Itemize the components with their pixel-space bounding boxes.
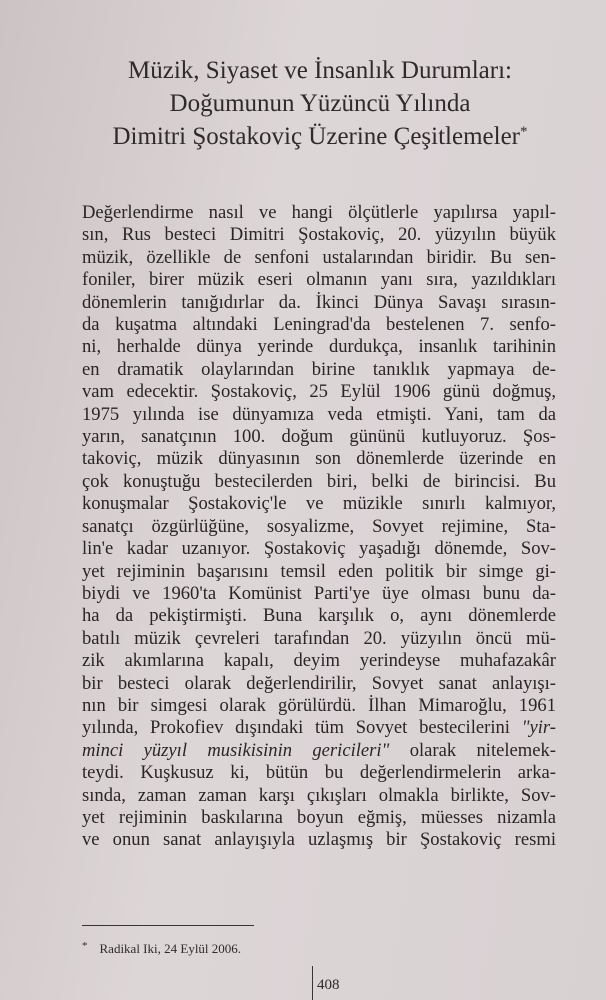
body-line: çok konuştuğu bestecilerden biri, belki de birincisi. Bu bbox=[82, 470, 556, 492]
body-line: batılı müzik çevreleri tarafından 20. yüzyılın öncü mü- bbox=[82, 627, 556, 649]
body-line: 1975 yılında ise dünyamıza veda etmişti. Yani, tam da bbox=[82, 403, 556, 425]
body-line: lin'e kadar uzanıyor. Şostakoviç yaşadığı dönemde, Sov- bbox=[82, 538, 556, 560]
body-line: yet rejiminin başarısını temsil eden politik bir simge gi- bbox=[82, 560, 556, 582]
quote-italic-start: "yir- bbox=[521, 717, 556, 739]
title-line-2: Doğumunun Yüzüncü Yılında bbox=[169, 90, 471, 117]
body-line: ha da pekiştirmişti. Buna karşılık o, aynı dönemlerde bbox=[82, 605, 556, 627]
body-line: Değerlendirme nasıl ve hangi ölçütlerle yapılırsa yapıl- bbox=[82, 202, 556, 223]
body-line: bir besteci olarak değerlendirilir, Sovyet sanat anlayışı- bbox=[82, 672, 556, 694]
quote-italic-end: minci yüzyıl musikisinin gericileri" bbox=[82, 739, 390, 761]
body-line: yarın, sanatçının 100. doğum gününü kutluyoruz. Şos- bbox=[82, 426, 556, 448]
title-line-3 bbox=[60, 120, 580, 153]
body-line: nın bir simgesi olarak görülürdü. İlhan Mimaroğlu, 1961 bbox=[82, 694, 556, 716]
title-line-1: Müzik, Siyaset ve İnsanlık Durumları: bbox=[128, 57, 512, 84]
body-line: zik akımlarına kapalı, deyim yerindeyse muhafazakâr bbox=[82, 650, 556, 672]
body-line: yet rejiminin baskılarına boyun eğmiş, müesses nizamla bbox=[82, 806, 556, 828]
title-footnote-mark: * bbox=[520, 124, 528, 140]
body-line: biydi ve 1960'ta Komünist Parti'ye üye olması bunu da- bbox=[82, 582, 556, 604]
body-line: takoviç, müzik dünyasının son dönemlerde üzerinde en bbox=[82, 448, 556, 470]
footnote-text: Radikal Iki, 24 Eylül 2006. bbox=[99, 941, 242, 956]
body-line: sında, zaman zaman karşı çıkışları olmakla birlikte, Sov- bbox=[82, 784, 556, 806]
body-line: sanatçı özgürlüğüne, sosyalizme, Sovyet rejimine, Sta- bbox=[82, 515, 556, 537]
body-line-quote-end bbox=[82, 740, 556, 762]
footnote bbox=[82, 941, 241, 957]
body-line: konuşmalar Şostakoviç'le ve müzikle sınırlı kalmıyor, bbox=[82, 493, 556, 515]
chapter-title bbox=[60, 54, 580, 153]
footnote-mark: * bbox=[82, 940, 88, 952]
body-line: da kuşatma altındaki Leningrad'da bestelenen 7. senfo- bbox=[82, 314, 556, 336]
page-number: 408 bbox=[317, 977, 340, 993]
body-line: ni, herhalde dünya yerinde durdukça, insanlık tarihinin bbox=[82, 336, 556, 358]
body-line: foniler, birer müzik eseri olmanın yanı sıra, yazıldıkları bbox=[82, 269, 556, 291]
body-line: vam edecektir. Şostakoviç, 25 Eylül 1906 günü doğmuş, bbox=[82, 381, 556, 403]
footnote-separator bbox=[82, 925, 254, 926]
body-text bbox=[82, 202, 556, 852]
body-line: sın, Rus besteci Dimitri Şostakoviç, 20. yüzyılın büyük bbox=[82, 224, 556, 246]
page-number-rule bbox=[312, 966, 313, 1000]
body-line: en dramatik olaylarından birine tanıklık yapmaya de- bbox=[82, 358, 556, 380]
body-line-text: yılında, Prokofiev dışındaki tüm Sovyet bestecilerini bbox=[82, 717, 510, 739]
body-line: teydi. Kuşkusuz ki, bütün bu değerlendirmelerin arka- bbox=[82, 762, 556, 784]
body-line-text: olarak nitelemek- bbox=[389, 739, 556, 761]
body-line: dönemlerin tanığıdırlar da. İkinci Dünya Savaşı sırasın- bbox=[82, 291, 556, 313]
body-line: müzik, özellikle de senfoni ustalarından biridir. Bu sen- bbox=[82, 246, 556, 268]
title-line-3-text: Dimitri Şostakoviç Üzerine Çeşitlemeler bbox=[112, 123, 521, 150]
body-line-quote-start bbox=[82, 717, 556, 739]
body-line: ve onun sanat anlayışıyla uzlaşmış bir Şostakoviç resmi bbox=[82, 829, 556, 851]
